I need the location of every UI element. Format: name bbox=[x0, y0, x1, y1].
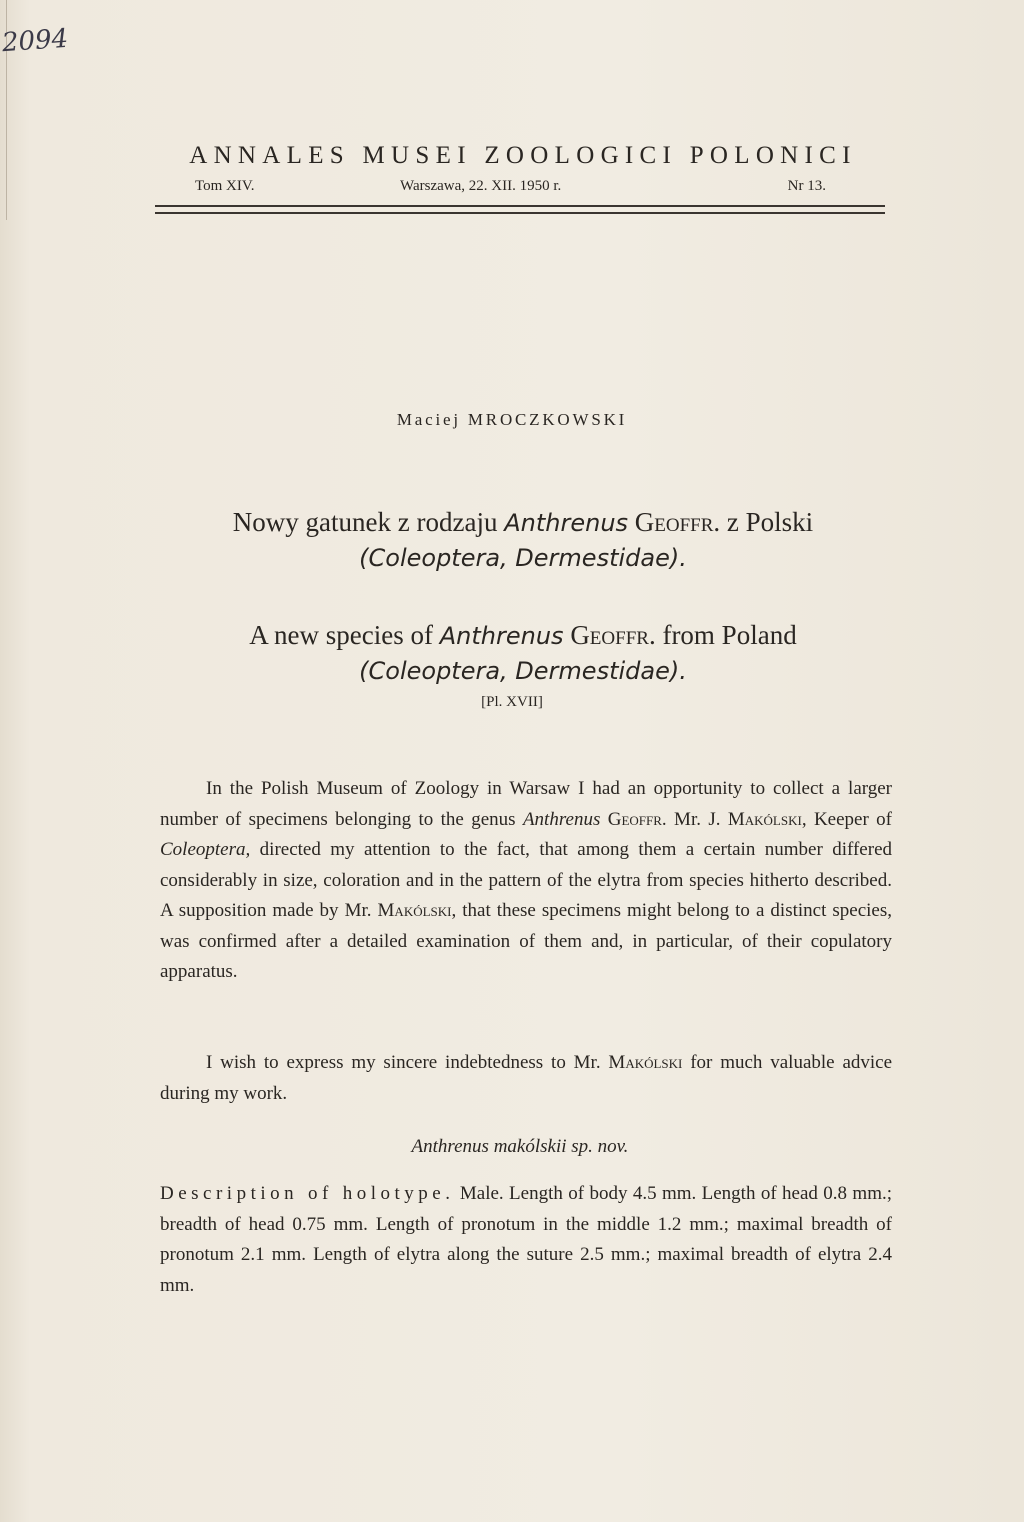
p1-text-5: that these specimens might belong to a distinct species, was confirmed after a detailed examination of them and, in particular, of their copulatory apparatus. bbox=[160, 900, 893, 982]
title-pl-suffix: z Polski bbox=[726, 507, 814, 537]
p1-name-2: Makólski, bbox=[377, 900, 457, 921]
p1-text-3: Keeper of bbox=[813, 808, 893, 830]
p1-authority: Geoffr. bbox=[607, 808, 667, 830]
p1-text-4: directed my attention to the fact, that among them a certain number differed considerably in size, coloration and in the pattern of the elytra from species hitherto described. A supposition made by Mr. bbox=[160, 839, 892, 921]
handwritten-margin-note: 2094 bbox=[1, 23, 70, 59]
paragraph-description bbox=[160, 1179, 892, 1301]
p1-name-1: Makólski, bbox=[727, 808, 807, 830]
p1-genus: Anthrenus bbox=[522, 808, 601, 830]
title-pl-taxon: (Coleoptera, Dermestidae). bbox=[359, 544, 687, 572]
title-pl-authority: Geoffr. bbox=[634, 507, 721, 537]
issue-info bbox=[160, 178, 826, 200]
plate-reference: [Pl. XVII] bbox=[481, 694, 543, 710]
p1-text-2: Mr. J. bbox=[674, 808, 721, 830]
place-date: Warszawa, 22. XII. 1950 r. bbox=[400, 178, 562, 194]
title-en-authority: Geoffr. bbox=[570, 620, 656, 650]
header-double-rule bbox=[155, 205, 885, 214]
p2-text-1: I wish to express my sincere indebtedness to Mr. bbox=[206, 1052, 601, 1073]
title-en-taxon: (Coleoptera, Dermestidae). bbox=[359, 657, 687, 685]
p2-text-2: for much valuable advice during my work. bbox=[160, 1052, 893, 1104]
description-text: Male. Length of body 4.5 mm. Length of head 0.8 mm.; breadth of head 0.75 mm. Length of pronotum in the middle 1.2 mm.; maximal breadth of pronotum 2.1 mm. Length of elytra along the suture 2.5 mm.; maximal breadth of elytra 2.4 mm. bbox=[160, 1183, 893, 1296]
title-pl-genus: Anthrenus bbox=[504, 509, 629, 537]
title-pl-prefix: Nowy gatunek z rodzaju bbox=[232, 507, 498, 537]
volume: Tom XIV. bbox=[195, 178, 255, 194]
p1-text-1: In the Polish Museum of Zoology in Warsaw I had an opportunity to collect a larger number of specimens belonging to the genus bbox=[160, 778, 892, 830]
author: Maciej MROCZKOWSKI bbox=[396, 410, 628, 429]
description-lead: Description of holotype. bbox=[160, 1183, 455, 1204]
title-en-genus: Anthrenus bbox=[439, 622, 564, 650]
title-english bbox=[155, 618, 891, 688]
paragraph-intro bbox=[160, 774, 892, 988]
issue-number: Nr 13. bbox=[787, 178, 826, 194]
species-heading: Anthrenus makólskii sp. nov. bbox=[411, 1136, 629, 1157]
title-polish bbox=[155, 505, 891, 575]
title-en-prefix: A new species of bbox=[249, 620, 433, 650]
p2-name: Makólski bbox=[608, 1052, 683, 1073]
title-en-suffix: from Poland bbox=[662, 620, 797, 650]
p1-order: Coleoptera, bbox=[160, 839, 251, 860]
paragraph-acknowledgement bbox=[160, 1048, 892, 1109]
journal-title: ANNALES MUSEI ZOOLOGICI POLONICI bbox=[189, 142, 857, 169]
